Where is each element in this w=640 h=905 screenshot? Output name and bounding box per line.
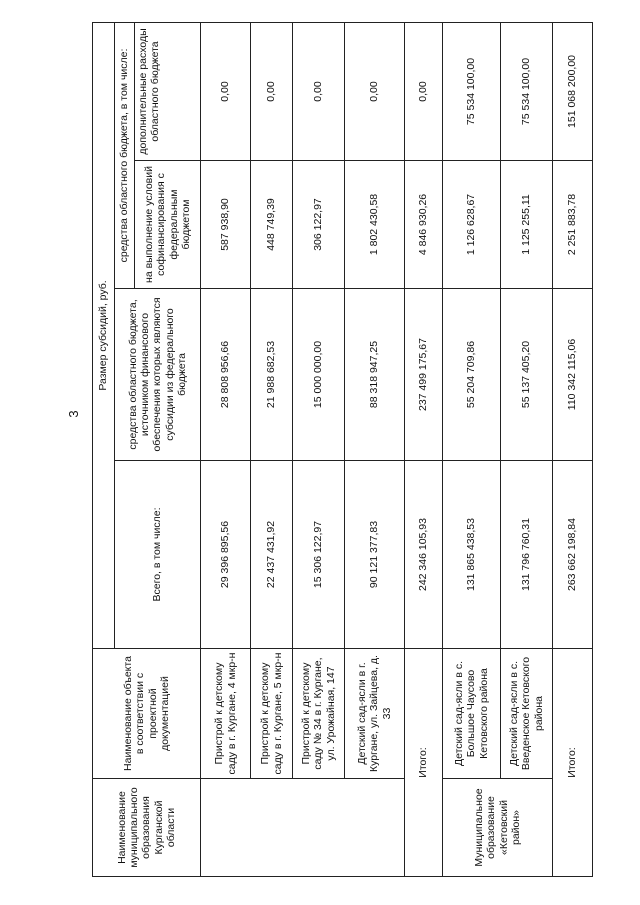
total-value: 29 396 895,56	[201, 461, 251, 649]
table-row	[251, 22, 293, 876]
additional-value: 151 068 200,00	[553, 22, 593, 160]
page-number: 3	[66, 410, 81, 418]
total-value: 131 865 438,53	[443, 461, 501, 649]
total-label: Итого:	[553, 649, 593, 877]
total-row	[405, 22, 443, 876]
object-name: Пристрой к детскому саду в г. Кургане, 5 мкр-н	[251, 649, 293, 779]
total-label: Итого:	[405, 649, 443, 877]
table-row	[501, 22, 553, 876]
header-object: Наименование объекта в соответствии с проектной документацией	[93, 649, 201, 779]
cofinancing-value: 4 846 930,26	[405, 161, 443, 289]
federal-value: 110 342 115,06	[553, 289, 593, 461]
total-value: 15 306 122,97	[293, 461, 345, 649]
municipality-cell-empty	[201, 779, 405, 877]
cofinancing-value: 2 251 883,78	[553, 161, 593, 289]
additional-value: 0,00	[405, 22, 443, 160]
table-row	[345, 22, 405, 876]
header-additional: дополнительные расходы областного бюджета	[135, 22, 201, 160]
table-row	[201, 22, 251, 876]
cofinancing-value: 1 126 628,67	[443, 161, 501, 289]
total-value: 131 796 760,31	[501, 461, 553, 649]
cofinancing-value: 1 802 430,58	[345, 161, 405, 289]
header-subsidy-size: Размер субсидий, руб.	[93, 22, 115, 648]
federal-value: 237 499 175,67	[405, 289, 443, 461]
table-row	[293, 22, 345, 876]
additional-value: 0,00	[201, 22, 251, 160]
subsidy-table	[92, 22, 593, 877]
header-cofinancing: на выполнение условий софинансирования с федеральным бюджетом	[135, 161, 201, 289]
table-container	[92, 23, 579, 877]
header-municipality: Наименование муниципального образования Курганской области	[93, 779, 201, 877]
cofinancing-value: 306 122,97	[293, 161, 345, 289]
additional-value: 0,00	[293, 22, 345, 160]
header-regional-group: средства областного бюджета, в том числе:	[115, 22, 135, 288]
header-total: Всего, в том числе:	[115, 461, 201, 649]
additional-value: 75 534 100,00	[501, 22, 553, 160]
total-value: 90 121 377,83	[345, 461, 405, 649]
federal-value: 55 137 405,20	[501, 289, 553, 461]
federal-value: 88 318 947,25	[345, 289, 405, 461]
total-value: 263 662 198,84	[553, 461, 593, 649]
federal-value: 28 808 956,66	[201, 289, 251, 461]
cofinancing-value: 448 749,39	[251, 161, 293, 289]
object-name: Детский сад-ясли в с. Введенское Кетовского района	[501, 649, 553, 779]
rotated-table-wrapper	[92, 23, 579, 877]
federal-value: 15 000 000,00	[293, 289, 345, 461]
total-value: 242 346 105,93	[405, 461, 443, 649]
federal-value: 21 988 682,53	[251, 289, 293, 461]
cofinancing-value: 587 938,90	[201, 161, 251, 289]
additional-value: 0,00	[345, 22, 405, 160]
total-value: 22 437 431,92	[251, 461, 293, 649]
object-name: Пристрой к детскому саду № 34 в г. Кургане, ул. Урожайная, 147	[293, 649, 345, 779]
additional-value: 0,00	[251, 22, 293, 160]
federal-value: 55 204 709,86	[443, 289, 501, 461]
object-name: Детский сад-ясли в г. Кургане, ул. Зайцева, д. 33	[345, 649, 405, 779]
municipality-name: Муниципальное образование «Кетовский район»	[443, 779, 553, 877]
table-row	[443, 22, 501, 876]
object-name: Детский сад-ясли в с. Большое Чаусово Кетовского района	[443, 649, 501, 779]
cofinancing-value: 1 125 255,11	[501, 161, 553, 289]
header-federal-source: средства областного бюджета, источником финансового обеспечения которых являются субсидии из федерального бюджета	[115, 289, 201, 461]
total-row	[553, 22, 593, 876]
object-name: Пристрой к детскому саду в г. Кургане, 4 мкр-н	[201, 649, 251, 779]
additional-value: 75 534 100,00	[443, 22, 501, 160]
header-row-1	[93, 22, 115, 876]
